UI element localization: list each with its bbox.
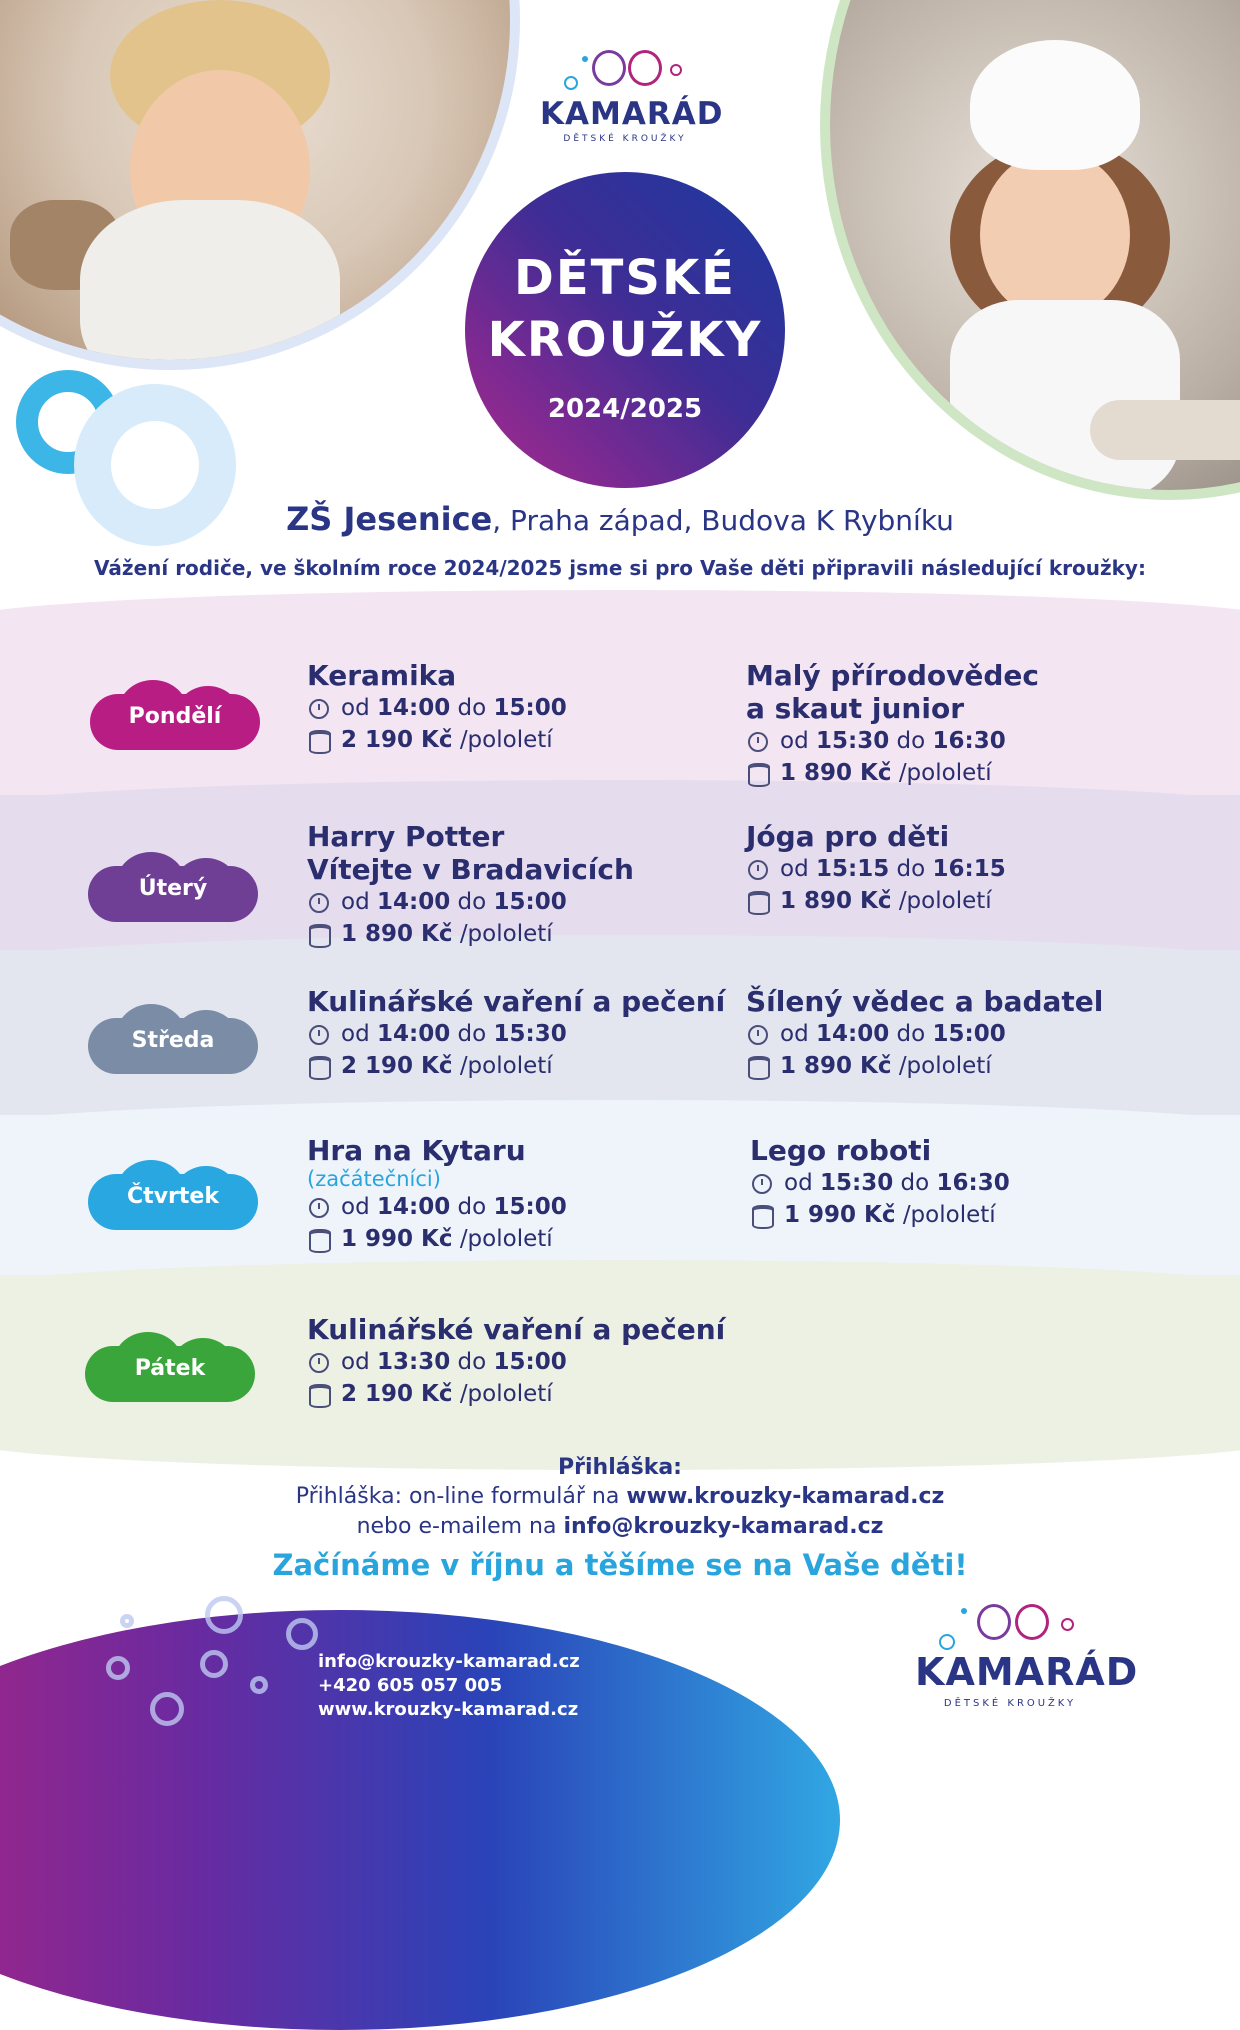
- kamarad-logo-bottom: [915, 1600, 1139, 1709]
- logo-word: KAMARÁD: [915, 1650, 1139, 1694]
- activity-kytara: [307, 1134, 747, 1255]
- school-line: [0, 500, 1240, 538]
- activity-price: 1 890 Kč /pololetí: [746, 757, 1186, 789]
- activity-name: Keramika: [307, 659, 457, 692]
- child-shirt: [80, 200, 340, 370]
- activity-name: Šílený vědec a badatel: [746, 985, 1104, 1018]
- day-label-monday: [90, 680, 260, 750]
- kids-faces-icon: [915, 1600, 1105, 1650]
- activity-price: 1 890 Kč /pololetí: [746, 1050, 1186, 1082]
- activity-price: 1 890 Kč /pololetí: [746, 885, 1186, 917]
- activity-price: 1 990 Kč /pololetí: [750, 1199, 1190, 1231]
- coins-icon: [309, 1384, 331, 1408]
- title-year: 2024/2025: [547, 394, 703, 424]
- logo-word: KAMARÁD: [540, 96, 724, 132]
- decor-bubble: [286, 1618, 318, 1650]
- decor-bubble: [106, 1656, 130, 1680]
- activity-note: (začátečníci): [307, 1167, 441, 1191]
- kids-faces-icon: [540, 46, 710, 96]
- activity-joga: [746, 820, 1186, 917]
- activity-name: Kulinářské vaření a pečení: [307, 985, 726, 1018]
- activity-price: 1 890 Kč /pololetí: [307, 918, 747, 950]
- activity-price: 2 190 Kč /pololetí: [307, 1050, 747, 1082]
- activity-name: a skaut junior: [746, 692, 964, 725]
- activity-name: Vítejte v Bradavicích: [307, 853, 634, 886]
- coins-icon: [309, 1056, 331, 1080]
- day-label-friday: [85, 1332, 255, 1402]
- clock-icon: [752, 1174, 772, 1194]
- clock-icon: [748, 860, 768, 880]
- chef-hat: [970, 40, 1140, 170]
- child-face: [980, 150, 1130, 320]
- coins-icon: [309, 1229, 331, 1253]
- activity-keramika: [307, 659, 747, 756]
- kamarad-logo-top: [540, 46, 724, 144]
- activity-sileny-vedec: [746, 985, 1186, 1082]
- activity-time: od 15:30 do 16:30: [746, 725, 1186, 757]
- activity-time: od 13:30 do 15:00: [307, 1346, 747, 1378]
- coins-icon: [748, 763, 770, 787]
- coins-icon: [748, 1056, 770, 1080]
- activity-name: Kulinářské vaření a pečení: [307, 1313, 726, 1346]
- activity-kulinarske-fri: [307, 1313, 747, 1410]
- band-wave: [0, 1260, 1240, 1320]
- activity-time: od 14:00 do 15:00: [307, 692, 747, 724]
- decor-bubble: [200, 1650, 228, 1678]
- decor-bubble: [150, 1692, 184, 1726]
- day-label-text: Úterý: [138, 876, 208, 901]
- day-label-thursday: [88, 1160, 258, 1230]
- activity-name: Harry Potter: [307, 820, 505, 853]
- photo-child-ceramics: [0, 0, 520, 370]
- tagline: Začínáme v říjnu a těšíme se na Vaše děti!: [272, 1548, 968, 1582]
- title-line1: DĚTSKÉ: [514, 250, 736, 306]
- clock-icon: [309, 893, 329, 913]
- contact-phone[interactable]: +420 605 057 005: [318, 1675, 503, 1696]
- activity-kulinarske-wed: [307, 985, 747, 1082]
- activity-time: od 15:15 do 16:15: [746, 853, 1186, 885]
- day-label-text: Pátek: [134, 1356, 206, 1381]
- decor-bubble: [120, 1614, 134, 1628]
- baking-table: [1090, 400, 1240, 460]
- activity-time: od 15:30 do 16:30: [750, 1167, 1190, 1199]
- signup-online: Přihláška: on-line formulář na www.krouzky-kamarad.cz: [295, 1484, 945, 1509]
- band-wave: [0, 590, 1240, 650]
- clock-icon: [309, 1198, 329, 1218]
- activity-price: 1 990 Kč /pololetí: [307, 1223, 747, 1255]
- school-location: , Praha západ, Budova K Rybníku: [492, 504, 954, 537]
- logo-subtitle: DĚTSKÉ KROUŽKY: [943, 1698, 1077, 1709]
- contact-email[interactable]: info@krouzky-kamarad.cz: [318, 1651, 580, 1672]
- activity-lego-roboti: [750, 1134, 1190, 1231]
- activity-name: Jóga pro děti: [746, 820, 950, 853]
- activity-time: od 14:00 do 15:00: [307, 886, 747, 918]
- clock-icon: [748, 1025, 768, 1045]
- coins-icon: [309, 730, 331, 754]
- logo-subtitle: DĚTSKÉ KROUŽKY: [563, 134, 687, 144]
- signup-title: Přihláška:: [558, 1455, 682, 1480]
- coins-icon: [752, 1205, 774, 1229]
- photo-child-chef: [820, 0, 1240, 500]
- signup-web-link[interactable]: www.krouzky-kamarad.cz: [626, 1484, 945, 1509]
- clock-icon: [748, 732, 768, 752]
- activity-price: 2 190 Kč /pololetí: [307, 1378, 747, 1410]
- activity-time: od 14:00 do 15:00: [307, 1191, 747, 1223]
- day-label-tuesday: [88, 852, 258, 922]
- signup-email: nebo e-mailem na info@krouzky-kamarad.cz: [356, 1514, 884, 1539]
- day-label-text: Středa: [131, 1028, 215, 1053]
- clock-icon: [309, 1025, 329, 1045]
- activity-maly-prirodovedec: [746, 659, 1186, 789]
- school-name: ZŠ Jesenice: [286, 500, 493, 538]
- title-line2: KROUŽKY: [487, 312, 763, 368]
- activity-harry-potter: [307, 820, 747, 950]
- decor-bubble: [250, 1676, 268, 1694]
- signup-email-link[interactable]: info@krouzky-kamarad.cz: [563, 1514, 884, 1539]
- clock-icon: [309, 699, 329, 719]
- decor-bubble: [205, 1596, 243, 1634]
- activity-time: od 14:00 do 15:00: [746, 1018, 1186, 1050]
- intro-text: Vážení rodiče, ve školním roce 2024/2025 jsme si pro Vaše děti připravili následující kroužky:: [94, 556, 1146, 580]
- day-label-wednesday: [88, 1004, 258, 1074]
- coins-icon: [309, 924, 331, 948]
- activity-name: Malý přírodovědec: [746, 659, 1040, 692]
- coins-icon: [748, 891, 770, 915]
- activity-name: Hra na Kytaru: [307, 1134, 526, 1167]
- title-badge: [465, 172, 785, 488]
- day-label-text: Pondělí: [128, 704, 222, 729]
- activity-price: 2 190 Kč /pololetí: [307, 724, 747, 756]
- clock-icon: [309, 1353, 329, 1373]
- activity-time: od 14:00 do 15:30: [307, 1018, 747, 1050]
- contact-web[interactable]: www.krouzky-kamarad.cz: [318, 1699, 579, 1720]
- footer-contact: [318, 1650, 580, 1722]
- day-label-text: Čtvrtek: [127, 1184, 219, 1209]
- activity-name: Lego roboti: [750, 1134, 932, 1167]
